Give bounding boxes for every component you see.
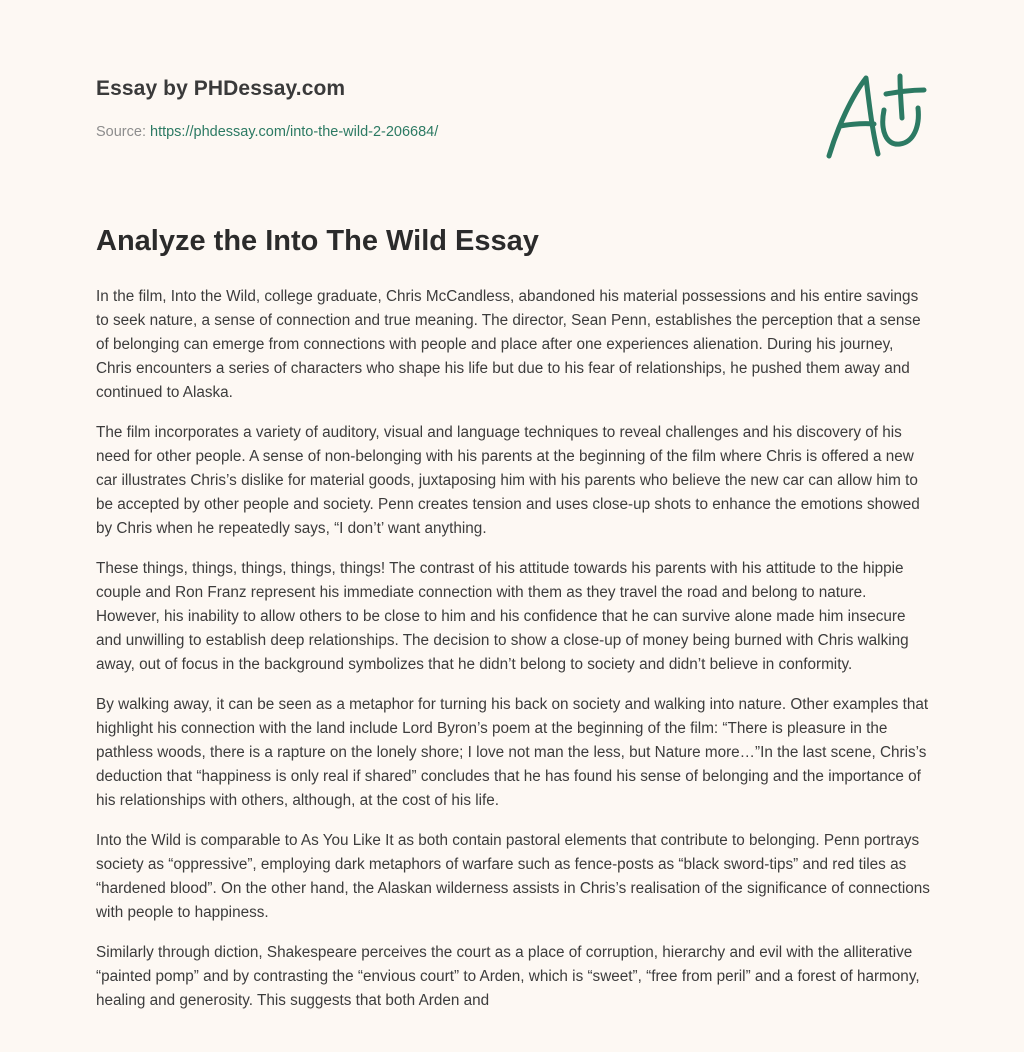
source-label: Source: xyxy=(96,124,150,140)
a-plus-logo-icon xyxy=(826,68,930,164)
essay-paragraph: By walking away, it can be seen as a metaphor for turning his back on society and walking into nature. Other examples that highlight his connection with the land include Lord Byron’s poem at the beginning of the film: “There is pleasure in the pathless woods, there is a rapture on the lonely shore; I love not man the less, but Nature more…”In the last scene, Chris’s deduction that “happiness is only real if shared” concludes that he has found his sense of belonging and the importance of his relationships with others, although, at the cost of his life. xyxy=(96,696,929,809)
source-line xyxy=(96,124,438,140)
essay-paragraph: The film incorporates a variety of auditory, visual and language techniques to reveal challenges and his discovery of his need for other people. A sense of non-belonging with his parents at the beginning of the film where Chris is offered a new car illustrates Chris’s dislike for material goods, juxtaposing him with his parents who believe the new car can allow him to be accepted by other people and society. Penn creates tension and uses close-up shots to enhance the emotions showed by Chris when he repeatedly says, “I don’t’ want anything. xyxy=(96,424,920,537)
essay-body xyxy=(96,285,930,1029)
site-title: Essay by PHDessay.com xyxy=(96,77,346,100)
essay-paragraph: Into the Wild is comparable to As You Like It as both contain pastoral elements that contribute to belonging. Penn portrays society as “oppressive”, employing dark metaphors of warfare such as fence-posts as “black sword-tips” and red tiles as “hardened blood”. On the other hand, the Alaskan wilderness assists in Chris’s realisation of the significance of connections with people to happiness. xyxy=(96,832,930,921)
essay-paragraph: Similarly through diction, Shakespeare perceives the court as a place of corruption, hierarchy and evil with the alliterative “painted pomp” and by contrasting the “envious court” to Arden, which is “sweet”, “free from peril” and a forest of harmony, healing and generosity. This suggests that both Arden and xyxy=(96,944,920,1009)
essay-paragraph: In the film, Into the Wild, college graduate, Chris McCandless, abandoned his material possessions and his entire savings to seek nature, a sense of connection and true meaning. The director, Sean Penn, establishes the perception that a sense of belonging can emerge from connections with people and place after one experiences alienation. During his journey, Chris encounters a series of characters who shape his life but due to his fear of relationships, he pushed them away and continued to Alaska. xyxy=(96,288,921,401)
essay-paragraph: These things, things, things, things, things! The contrast of his attitude towards his parents with his attitude to the hippie couple and Ron Franz represent his immediate connection with them as they travel the road and belong to nature. However, his inability to allow others to be close to him and his confidence that he can survive alone made him insecure and unwilling to establish deep relationships. The decision to show a close-up of money being burned with Chris walking away, out of focus in the background symbolizes that he didn’t belong to society and didn’t believe in conformity. xyxy=(96,560,909,673)
source-link[interactable]: https://phdessay.com/into-the-wild-2-206684/ xyxy=(150,124,439,140)
essay-title: Analyze the Into The Wild Essay xyxy=(96,225,539,257)
